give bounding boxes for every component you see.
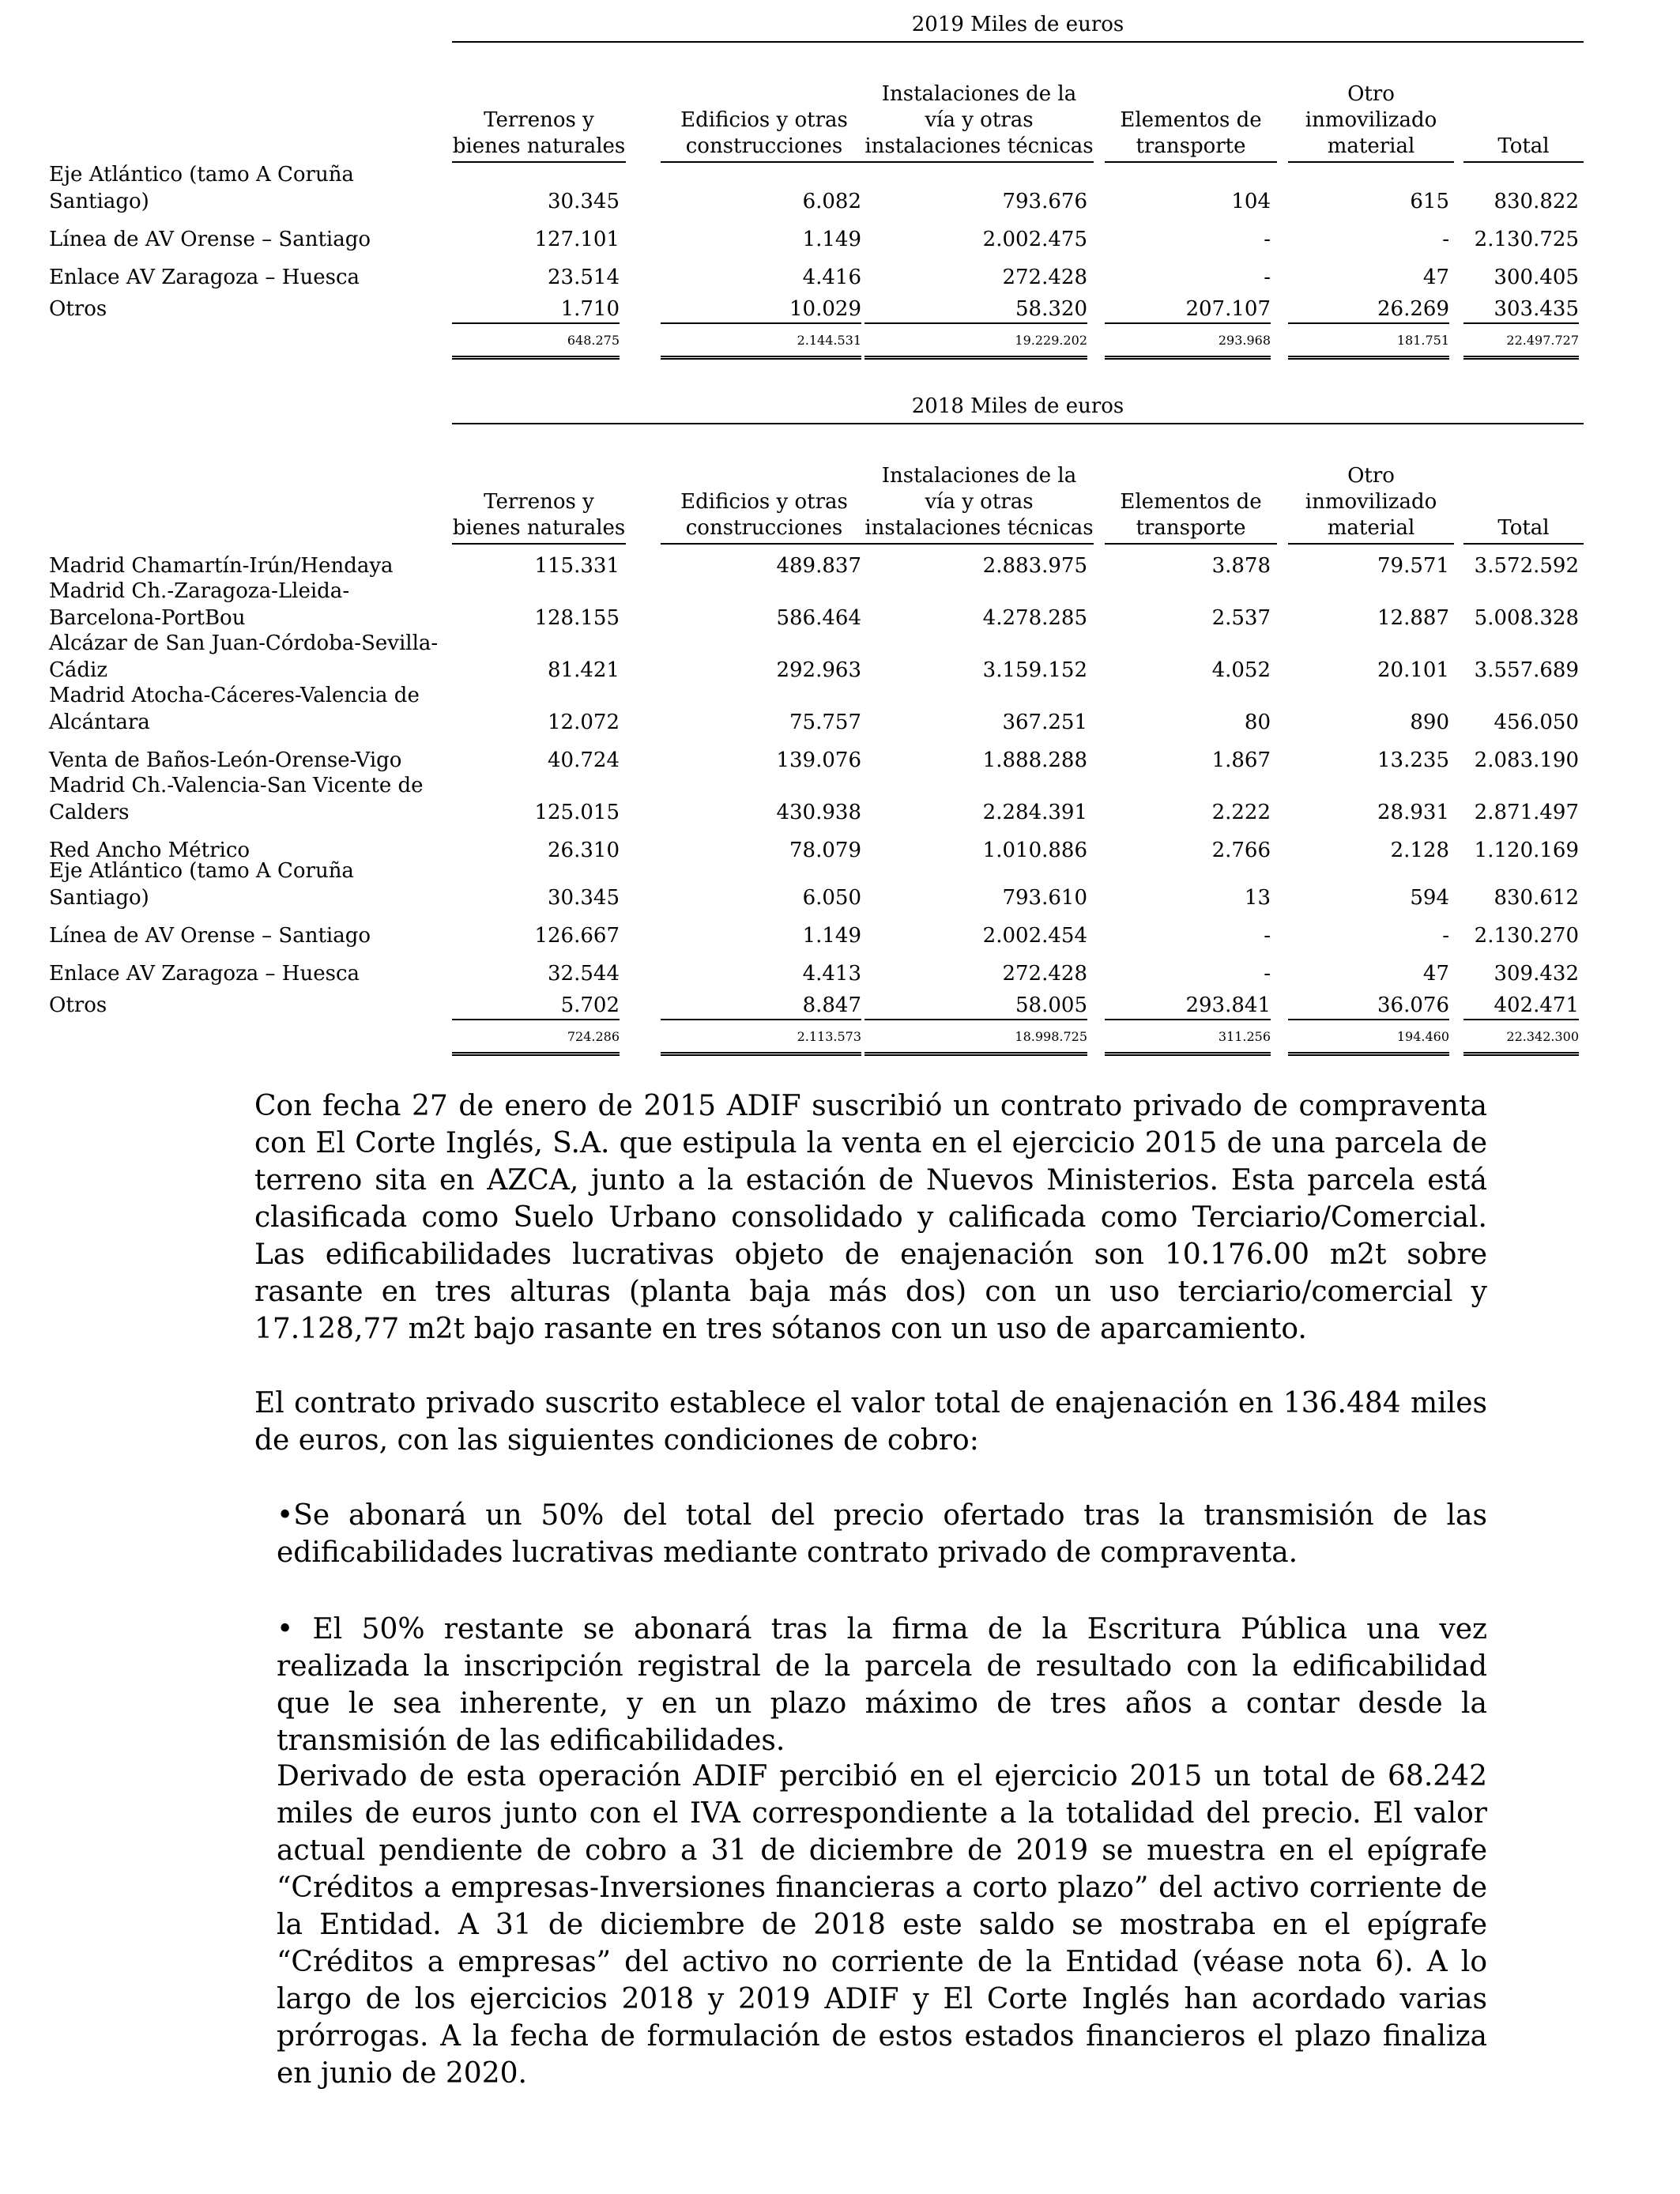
table-row bbox=[49, 258, 1584, 296]
cell-c2: 78.079 bbox=[789, 839, 861, 862]
table-caption: 2018 Miles de euros bbox=[911, 394, 1124, 418]
table-body bbox=[49, 163, 1584, 327]
total-c1: 724.286 bbox=[452, 1023, 620, 1056]
cell-c1: 40.724 bbox=[548, 748, 620, 772]
cell-c3: 2.883.975 bbox=[982, 554, 1087, 578]
cell-c1: 125.015 bbox=[534, 801, 620, 824]
cell-c3: 58.320 bbox=[864, 296, 1087, 324]
col-header-instalaciones: Instalaciones de la vía y otras instalaciones técnicas bbox=[864, 81, 1094, 163]
cell-c4: 104 bbox=[1231, 190, 1271, 213]
table-row bbox=[49, 684, 1584, 741]
table-row bbox=[49, 631, 1584, 688]
cell-c5: 28.931 bbox=[1377, 801, 1449, 824]
row-label: Eje Atlántico (tamo A Coruña Santiago) bbox=[49, 163, 354, 213]
cell-c2: 4.416 bbox=[802, 266, 861, 289]
table-caption-row bbox=[49, 393, 1584, 424]
row-label: Madrid Ch.-Zaragoza-Lleida-Barcelona-PortBou bbox=[49, 579, 350, 630]
row-label: Venta de Baños-León-Orense-Vigo bbox=[49, 748, 402, 772]
table-row bbox=[49, 296, 1584, 327]
table-row bbox=[49, 859, 1584, 916]
cell-c4: 4.052 bbox=[1211, 658, 1271, 682]
cell-c3: 1.010.886 bbox=[982, 839, 1087, 862]
table-totals-row bbox=[49, 327, 1584, 365]
cell-c6: 2.130.725 bbox=[1474, 228, 1579, 251]
col-header-terrenos: Terrenos y bienes naturales bbox=[452, 489, 626, 545]
row-label: Otros bbox=[49, 993, 107, 1017]
cell-c4: 2.537 bbox=[1211, 606, 1271, 630]
table-caption-row bbox=[49, 11, 1584, 43]
bullet-second-payment: • El 50% restante se abonará tras la firma de la Escritura Pública una vez realizada la inscripción registral de la parcela de resultado con la edificabilidad que le sea inherente, y en un plazo máximo de tres años a contar desde la transmisión de las edificabilidades. bbox=[277, 1613, 1487, 1757]
cell-c6: 5.008.328 bbox=[1474, 606, 1579, 630]
col-header-instalaciones: Instalaciones de la vía y otras instalaciones técnicas bbox=[864, 463, 1094, 545]
cell-c3: 1.888.288 bbox=[982, 748, 1087, 772]
cell-c2: 4.413 bbox=[802, 962, 861, 986]
total-c1: 648.275 bbox=[452, 327, 620, 360]
cell-c1: 127.101 bbox=[534, 228, 620, 251]
cell-c5: 26.269 bbox=[1288, 296, 1449, 324]
table-header-row bbox=[49, 424, 1584, 545]
cell-c5: - bbox=[1442, 924, 1449, 948]
table-2019 bbox=[49, 11, 1584, 365]
cell-c5: 890 bbox=[1410, 711, 1449, 734]
total-c3: 19.229.202 bbox=[864, 327, 1087, 360]
cell-c3: 367.251 bbox=[1002, 711, 1087, 734]
cell-c5: - bbox=[1442, 228, 1449, 251]
cell-c1: 30.345 bbox=[548, 190, 620, 213]
bullet-first-payment: •Se abonará un 50% del total del precio ofertado tras la transmisión de las edificabilidades lucrativas mediante contrato privado de compraventa. bbox=[277, 1499, 1487, 1569]
cell-c2: 489.837 bbox=[776, 554, 861, 578]
cell-c2: 292.963 bbox=[776, 658, 861, 682]
cell-c5: 36.076 bbox=[1288, 992, 1449, 1020]
col-header-terrenos: Terrenos y bienes naturales bbox=[452, 107, 626, 163]
cell-c4: 2.766 bbox=[1211, 839, 1271, 862]
table-header-row bbox=[49, 43, 1584, 163]
paragraph-contract: Con fecha 27 de enero de 2015 ADIF suscribió un contrato privado de compraventa con El Corte Inglés, S.A. que estipula la venta en el ejercicio 2015 de una parcela de terreno sita en AZCA, junto a la estación de Nuevos Ministerios. Esta parcela está clasificada como Suelo Urbano consolidado y calificada como Terciario/Comercial. Las edificabilidades lucrativas objeto de enajenación son 10.176.00 m2t sobre rasante en tres alturas (planta baja más dos) con un uso terciario/comercial y 17.128,77 m2t bajo rasante en tres sótanos con un uso de aparcamiento. bbox=[254, 1090, 1487, 1345]
cell-c4: - bbox=[1264, 266, 1271, 289]
col-header-otro: Otro inmovilizado material bbox=[1288, 463, 1454, 545]
cell-c2: 139.076 bbox=[776, 748, 861, 772]
cell-c3: 58.005 bbox=[864, 992, 1087, 1020]
cell-c5: 13.235 bbox=[1377, 748, 1449, 772]
cell-c4: 293.841 bbox=[1105, 992, 1271, 1020]
cell-c3: 272.428 bbox=[1002, 962, 1087, 986]
paragraph-outcome: Derivado de esta operación ADIF percibió en el ejercicio 2015 un total de 68.242 miles de euros junto con el IVA correspondiente a la totalidad del precio. El valor actual pendiente de cobro a 31 de diciembre de 2019 se muestra en el epígrafe “Créditos a empresas-Inversiones financieras a corto plazo” del activo corriente de la Entidad. A 31 de diciembre de 2018 este saldo se mostraba en el epígrafe “Créditos a empresas” del activo no corriente de la Entidad (véase nota 6). A lo largo de los ejercicios 2018 y 2019 ADIF y El Corte Inglés han acordado varias prórrogas. A la fecha de formulación de estos estados financieros el plazo finaliza en junio de 2020. bbox=[277, 1760, 1487, 2090]
cell-c3: 793.676 bbox=[1002, 190, 1087, 213]
table-caption: 2019 Miles de euros bbox=[911, 13, 1124, 36]
cell-c6: 830.612 bbox=[1494, 886, 1579, 910]
cell-c5: 594 bbox=[1410, 886, 1449, 910]
cell-c2: 1.149 bbox=[802, 228, 861, 251]
cell-c2: 430.938 bbox=[776, 801, 861, 824]
table-row bbox=[49, 163, 1584, 220]
cell-c5: 2.128 bbox=[1390, 839, 1449, 862]
table-row bbox=[49, 579, 1584, 636]
cell-c1: 5.702 bbox=[452, 992, 620, 1020]
col-header-edificios: Edificios y otras construcciones bbox=[661, 489, 868, 545]
cell-c4: 207.107 bbox=[1105, 296, 1271, 324]
cell-c2: 586.464 bbox=[776, 606, 861, 630]
cell-c6: 402.471 bbox=[1463, 992, 1579, 1020]
table-row bbox=[49, 220, 1584, 258]
table-2018 bbox=[49, 393, 1584, 1061]
row-label: Red Ancho Métrico bbox=[49, 839, 250, 862]
cell-c3: 4.278.285 bbox=[982, 606, 1087, 630]
row-label: Línea de AV Orense – Santiago bbox=[49, 228, 371, 251]
cell-c3: 3.159.152 bbox=[982, 658, 1087, 682]
col-header-elementos: Elementos de transporte bbox=[1105, 489, 1277, 545]
cell-c1: 126.667 bbox=[534, 924, 620, 948]
table-row bbox=[49, 954, 1584, 992]
cell-c2: 75.757 bbox=[789, 711, 861, 734]
row-label: Enlace AV Zaragoza – Huesca bbox=[49, 962, 360, 986]
cell-c6: 2.130.270 bbox=[1474, 924, 1579, 948]
cell-c3: 2.002.454 bbox=[982, 924, 1087, 948]
cell-c1: 128.155 bbox=[534, 606, 620, 630]
table-row bbox=[49, 916, 1584, 954]
cell-c4: - bbox=[1264, 924, 1271, 948]
col-header-total: Total bbox=[1463, 134, 1584, 163]
row-label: Otros bbox=[49, 297, 107, 321]
cell-c5: 47 bbox=[1422, 266, 1449, 289]
cell-c2: 6.082 bbox=[802, 190, 861, 213]
cell-c5: 12.887 bbox=[1377, 606, 1449, 630]
cell-c4: 2.222 bbox=[1211, 801, 1271, 824]
cell-c4: 13 bbox=[1244, 886, 1271, 910]
row-label: Madrid Atocha-Cáceres-Valencia de Alcántara bbox=[49, 684, 420, 734]
cell-c4: 3.878 bbox=[1211, 554, 1271, 578]
total-c6: 22.342.300 bbox=[1463, 1023, 1579, 1056]
cell-c2: 6.050 bbox=[802, 886, 861, 910]
col-header-total: Total bbox=[1463, 515, 1584, 545]
col-header-elementos: Elementos de transporte bbox=[1105, 107, 1277, 163]
cell-c1: 115.331 bbox=[534, 554, 620, 578]
cell-c1: 1.710 bbox=[452, 296, 620, 324]
cell-c5: 615 bbox=[1410, 190, 1449, 213]
col-header-edificios: Edificios y otras construcciones bbox=[661, 107, 868, 163]
cell-c6: 830.822 bbox=[1494, 190, 1579, 213]
row-label: Enlace AV Zaragoza – Huesca bbox=[49, 266, 360, 289]
total-c4: 311.256 bbox=[1105, 1023, 1271, 1056]
col-header-otro: Otro inmovilizado material bbox=[1288, 81, 1454, 163]
cell-c3: 272.428 bbox=[1002, 266, 1087, 289]
cell-c6: 3.557.689 bbox=[1474, 658, 1579, 682]
cell-c1: 81.421 bbox=[548, 658, 620, 682]
cell-c1: 26.310 bbox=[548, 839, 620, 862]
cell-c6: 2.871.497 bbox=[1474, 801, 1579, 824]
cell-c2: 1.149 bbox=[802, 924, 861, 948]
total-c4: 293.968 bbox=[1105, 327, 1271, 360]
table-row bbox=[49, 774, 1584, 831]
cell-c1: 23.514 bbox=[548, 266, 620, 289]
cell-c3: 793.610 bbox=[1002, 886, 1087, 910]
paragraph-conditions: El contrato privado suscrito establece el valor total de enajenación en 136.484 miles de euros, con las siguientes condiciones de cobro: bbox=[254, 1387, 1487, 1457]
cell-c4: 80 bbox=[1244, 711, 1271, 734]
total-c2: 2.113.573 bbox=[661, 1023, 861, 1056]
cell-c6: 303.435 bbox=[1463, 296, 1579, 324]
cell-c1: 12.072 bbox=[548, 711, 620, 734]
row-label: Madrid Chamartín-Irún/Hendaya bbox=[49, 554, 394, 578]
table-row bbox=[49, 992, 1584, 1023]
total-c5: 194.460 bbox=[1288, 1023, 1449, 1056]
table-body bbox=[49, 545, 1584, 1023]
total-c6: 22.497.727 bbox=[1463, 327, 1579, 360]
cell-c4: - bbox=[1264, 228, 1271, 251]
cell-c2: 10.029 bbox=[661, 296, 861, 324]
cell-c3: 2.284.391 bbox=[982, 801, 1087, 824]
cell-c5: 47 bbox=[1422, 962, 1449, 986]
cell-c1: 30.345 bbox=[548, 886, 620, 910]
cell-c4: - bbox=[1264, 962, 1271, 986]
cell-c6: 300.405 bbox=[1494, 266, 1579, 289]
total-c5: 181.751 bbox=[1288, 327, 1449, 360]
row-label: Eje Atlántico (tamo A Coruña Santiago) bbox=[49, 859, 354, 910]
cell-c6: 309.432 bbox=[1494, 962, 1579, 986]
cell-c3: 2.002.475 bbox=[982, 228, 1087, 251]
row-label: Madrid Ch.-Valencia-San Vicente de Calders bbox=[49, 774, 424, 824]
cell-c6: 3.572.592 bbox=[1474, 554, 1579, 578]
total-c2: 2.144.531 bbox=[661, 327, 861, 360]
cell-c5: 79.571 bbox=[1377, 554, 1449, 578]
cell-c6: 2.083.190 bbox=[1474, 748, 1579, 772]
cell-c5: 20.101 bbox=[1377, 658, 1449, 682]
row-label: Alcázar de San Juan-Córdoba-Sevilla-Cádiz bbox=[49, 631, 439, 682]
cell-c1: 32.544 bbox=[548, 962, 620, 986]
cell-c2: 8.847 bbox=[661, 992, 861, 1020]
row-label: Línea de AV Orense – Santiago bbox=[49, 924, 371, 948]
cell-c4: 1.867 bbox=[1211, 748, 1271, 772]
table-totals-row bbox=[49, 1023, 1584, 1061]
total-c3: 18.998.725 bbox=[864, 1023, 1087, 1056]
cell-c6: 1.120.169 bbox=[1474, 839, 1579, 862]
cell-c6: 456.050 bbox=[1494, 711, 1579, 734]
